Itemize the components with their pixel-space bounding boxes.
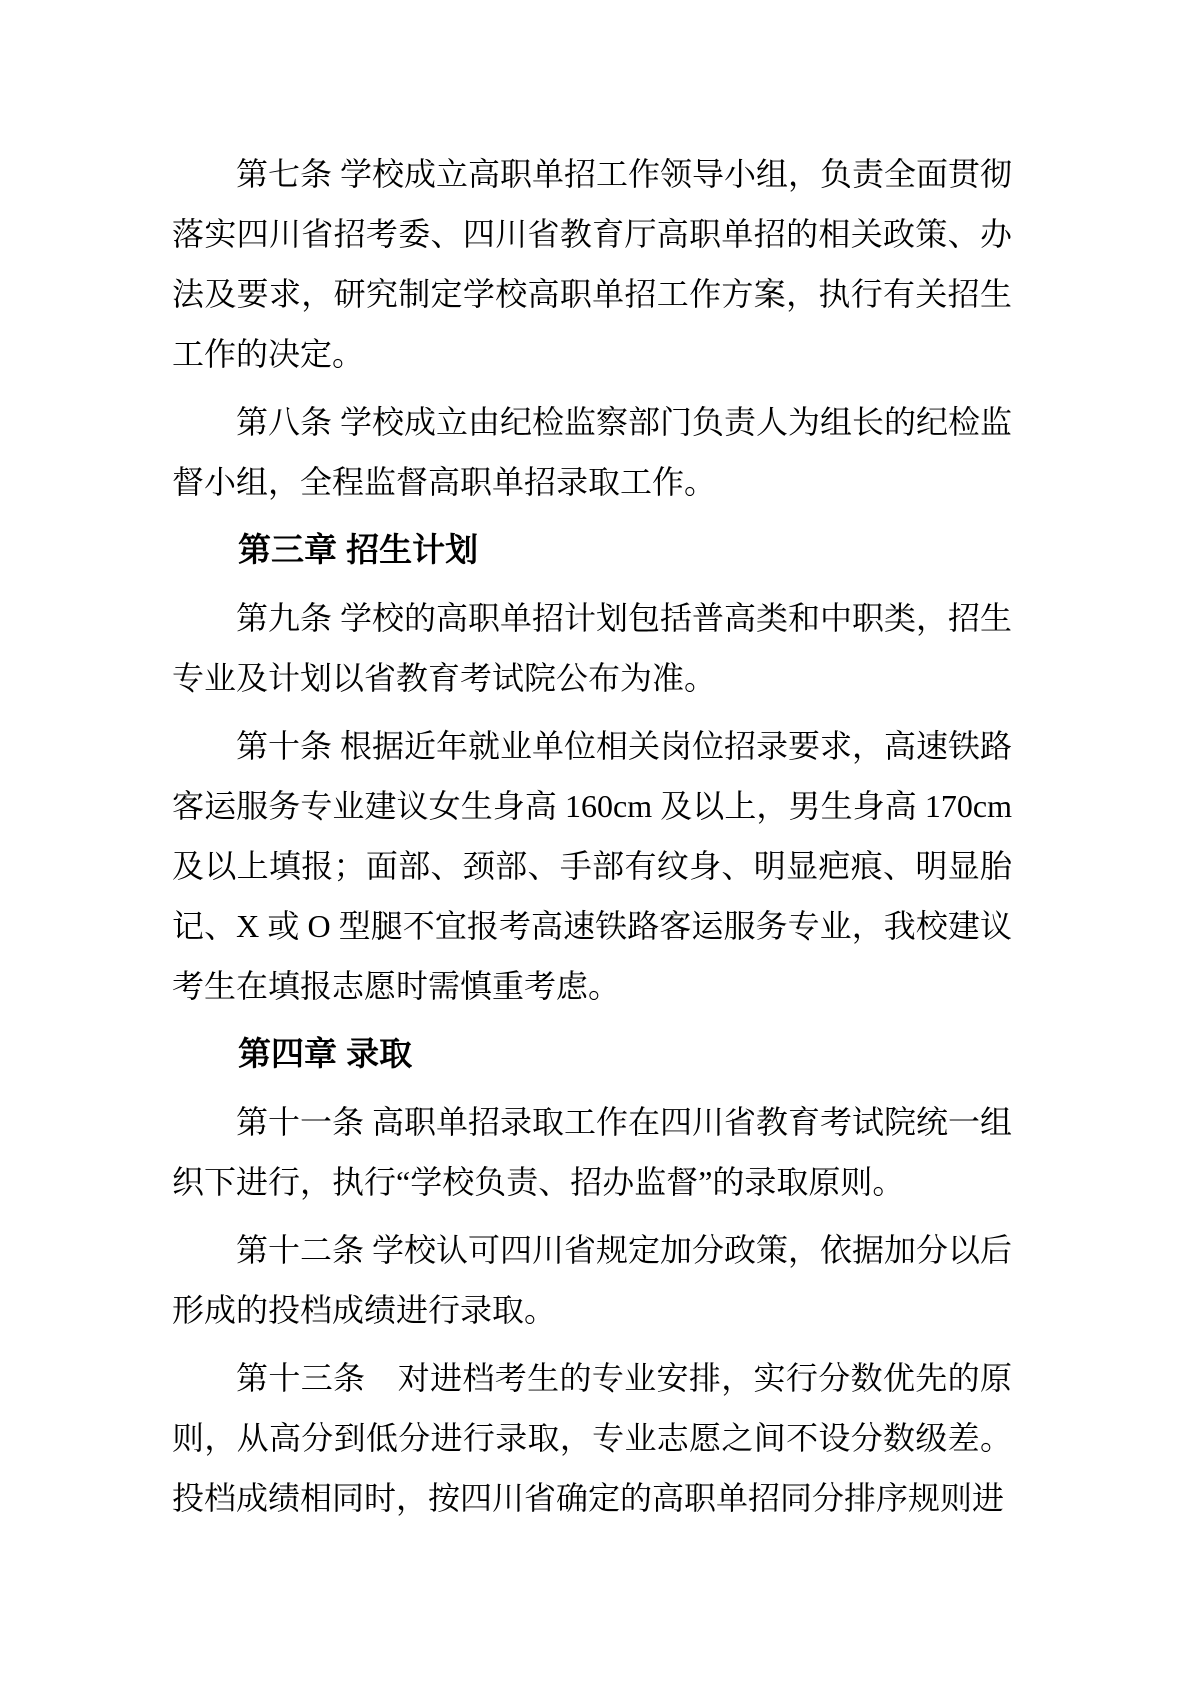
article-12-paragraph: 第十二条 学校认可四川省规定加分政策，依据加分以后形成的投档成绩进行录取。 (172, 1232, 1013, 1328)
chapter-4-heading: 第四章 录取 (238, 1035, 413, 1072)
article-7-paragraph: 第七条 学校成立高职单招工作领导小组，负责全面贯彻落实四川省招考委、四川省教育厅高职单招的相关政策、办法及要求，研究制定学校高职单招工作方案，执行有关招生工作的决定。 (172, 156, 1013, 372)
article-13-paragraph: 第十三条 对进档考生的专业安排，实行分数优先的原则，从高分到低分进行录取，专业志愿之间不设分数级差。投档成绩相同时，按四川省确定的高职单招同分排序规则进 (172, 1360, 1012, 1516)
chapter-3-heading: 第三章 招生计划 (238, 531, 479, 568)
article-8-paragraph: 第八条 学校成立由纪检监察部门负责人为组长的纪检监督小组，全程监督高职单招录取工作。 (172, 404, 1013, 500)
article-11-paragraph: 第十一条 高职单招录取工作在四川省教育考试院统一组织下进行，执行“学校负责、招办监督”的录取原则。 (172, 1104, 1013, 1200)
article-9-paragraph: 第九条 学校的高职单招计划包括普高类和中职类，招生专业及计划以省教育考试院公布为准。 (172, 600, 1013, 696)
article-10-paragraph: 第十条 根据近年就业单位相关岗位招录要求，高速铁路客运服务专业建议女生身高 160cm 及以上，男生身高 170cm 及以上填报；面部、颈部、手部有纹身、明显疤痕、明显胎记、X 或 O 型腿不宜报考高速铁路客运服务专业，我校建议考生在填报志愿时需慎重考虑。 (172, 728, 1013, 1004)
